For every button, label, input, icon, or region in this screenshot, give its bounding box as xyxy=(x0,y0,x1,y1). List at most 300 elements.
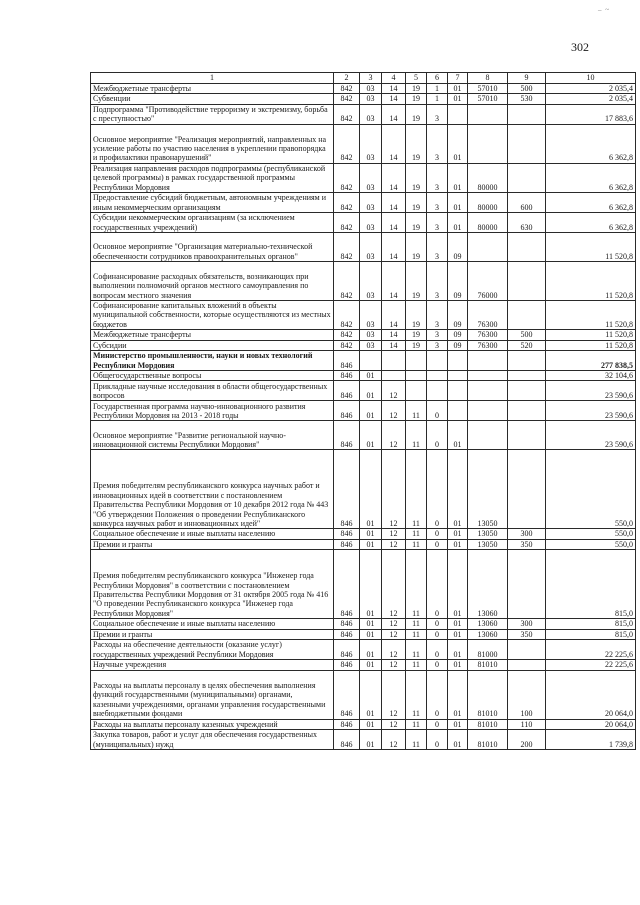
code-cell: 14 xyxy=(382,340,406,350)
code-cell: 846 xyxy=(334,381,360,401)
code-cell xyxy=(508,550,546,619)
table-row xyxy=(91,421,636,450)
column-header: 8 xyxy=(468,73,508,84)
code-cell: 200 xyxy=(508,729,546,749)
code-cell: 12 xyxy=(382,550,406,619)
code-cell: 01 xyxy=(360,629,382,639)
table-row xyxy=(91,670,636,719)
row-name-cell: Основное мероприятие "Организация материально-технической обеспеченности сотрудников правоохранительных органов" xyxy=(91,233,334,262)
code-cell xyxy=(448,381,468,401)
corner-mark: – ~ xyxy=(598,6,611,14)
row-name-cell: Министерство промышленности, науки и новых технологий Республики Мордовия xyxy=(91,351,334,371)
code-cell: 12 xyxy=(382,529,406,539)
code-cell: 846 xyxy=(334,640,360,660)
code-cell: 0 xyxy=(427,670,448,719)
code-cell: 01 xyxy=(360,381,382,401)
code-cell: 12 xyxy=(382,660,406,670)
code-cell: 842 xyxy=(334,262,360,301)
column-header: 7 xyxy=(448,73,468,84)
code-cell xyxy=(508,421,546,450)
table-row xyxy=(91,381,636,401)
table-row xyxy=(91,619,636,629)
table-row xyxy=(91,450,636,529)
code-cell: 0 xyxy=(427,539,448,549)
code-cell: 12 xyxy=(382,629,406,639)
code-cell xyxy=(427,381,448,401)
code-cell xyxy=(448,371,468,381)
code-cell: 01 xyxy=(360,670,382,719)
code-cell: 19 xyxy=(406,104,427,124)
code-cell xyxy=(382,371,406,381)
code-cell: 80000 xyxy=(468,193,508,213)
row-name-cell: Расходы на выплаты персоналу в целях обеспечения выполнения функций государственными (муниципальными) органами, казенными учреждениями, органами управления государственными внебюджетными фондами xyxy=(91,670,334,719)
code-cell: 14 xyxy=(382,84,406,94)
code-cell: 01 xyxy=(448,729,468,749)
code-cell: 3 xyxy=(427,340,448,350)
code-cell: 01 xyxy=(360,421,382,450)
table-row xyxy=(91,262,636,301)
code-cell: 81010 xyxy=(468,719,508,729)
code-cell xyxy=(508,660,546,670)
code-cell: 19 xyxy=(406,163,427,192)
column-header: 10 xyxy=(546,73,636,84)
code-cell: 19 xyxy=(406,262,427,301)
code-cell xyxy=(382,351,406,371)
code-cell xyxy=(468,421,508,450)
code-cell: 01 xyxy=(448,629,468,639)
code-cell: 0 xyxy=(427,450,448,529)
table-row xyxy=(91,660,636,670)
code-cell: 0 xyxy=(427,619,448,629)
code-cell xyxy=(427,371,448,381)
code-cell: 12 xyxy=(382,421,406,450)
code-cell: 846 xyxy=(334,539,360,549)
code-cell xyxy=(427,351,448,371)
code-cell xyxy=(468,381,508,401)
table-row xyxy=(91,351,636,371)
code-cell: 11 xyxy=(406,629,427,639)
code-cell: 01 xyxy=(448,213,468,233)
code-cell: 842 xyxy=(334,330,360,340)
code-cell: 80000 xyxy=(468,163,508,192)
code-cell xyxy=(468,124,508,163)
code-cell: 842 xyxy=(334,124,360,163)
code-cell: 350 xyxy=(508,629,546,639)
code-cell: 12 xyxy=(382,670,406,719)
code-cell: 19 xyxy=(406,193,427,213)
row-name-cell: Закупка товаров, работ и услуг для обеспечения государственных (муниципальных) нужд xyxy=(91,729,334,749)
code-cell: 842 xyxy=(334,213,360,233)
code-cell: 01 xyxy=(448,529,468,539)
code-cell: 09 xyxy=(448,262,468,301)
code-cell: 14 xyxy=(382,104,406,124)
code-cell xyxy=(508,233,546,262)
page-number: 302 xyxy=(571,40,589,54)
code-cell: 3 xyxy=(427,301,448,330)
code-cell: 3 xyxy=(427,104,448,124)
code-cell xyxy=(448,351,468,371)
code-cell: 3 xyxy=(427,330,448,340)
budget-table xyxy=(90,72,636,750)
code-cell: 19 xyxy=(406,213,427,233)
code-cell: 0 xyxy=(427,401,448,421)
code-cell: 03 xyxy=(360,340,382,350)
row-name-cell: Премии и гранты xyxy=(91,539,334,549)
code-cell: 110 xyxy=(508,719,546,729)
code-cell: 03 xyxy=(360,213,382,233)
amount-cell: 23 590,6 xyxy=(546,421,636,450)
code-cell: 09 xyxy=(448,233,468,262)
code-cell: 0 xyxy=(427,529,448,539)
code-cell: 846 xyxy=(334,401,360,421)
row-name-cell: Премия победителям республиканского конкурса научных работ и инновационных идей в соответствии с постановлением Правительства Республики Мордовия от 10 декабря 2012 года № 443 "Об утверждении Положения о проведении Республиканского конкурса научных работ и инновационных идей" xyxy=(91,450,334,529)
code-cell: 3 xyxy=(427,213,448,233)
table-row xyxy=(91,640,636,660)
code-cell: 842 xyxy=(334,301,360,330)
code-cell xyxy=(508,262,546,301)
code-cell: 11 xyxy=(406,719,427,729)
code-cell: 12 xyxy=(382,619,406,629)
code-cell: 14 xyxy=(382,233,406,262)
row-name-cell: Премия победителям республиканского конкурса "Инженер года Республики Мордовия" в соответствии с постановлением Правительства Республики Мордовия от 31 октября 2005 года № 416 "О проведении Республиканского конкурса "Инженер года Республики Мордовия" xyxy=(91,550,334,619)
code-cell xyxy=(508,163,546,192)
code-cell: 19 xyxy=(406,301,427,330)
code-cell: 846 xyxy=(334,371,360,381)
code-cell: 12 xyxy=(382,719,406,729)
code-cell xyxy=(508,450,546,529)
code-cell: 81000 xyxy=(468,640,508,660)
code-cell: 300 xyxy=(508,619,546,629)
code-cell: 09 xyxy=(448,340,468,350)
row-name-cell: Реализация направления расходов подпрограммы (республиканской целевой программы) в рамках государственной программы Республики Мордовия xyxy=(91,163,334,192)
code-cell: 11 xyxy=(406,670,427,719)
row-name-cell: Социальное обеспечение и иные выплаты населению xyxy=(91,529,334,539)
column-header: 4 xyxy=(382,73,406,84)
table-row xyxy=(91,84,636,94)
code-cell: 11 xyxy=(406,421,427,450)
code-cell: 846 xyxy=(334,670,360,719)
code-cell: 19 xyxy=(406,124,427,163)
row-name-cell: Межбюджетные трансферты xyxy=(91,84,334,94)
code-cell: 0 xyxy=(427,550,448,619)
code-cell: 12 xyxy=(382,539,406,549)
code-cell: 530 xyxy=(508,94,546,104)
code-cell: 01 xyxy=(360,401,382,421)
code-cell: 01 xyxy=(360,539,382,549)
code-cell: 01 xyxy=(360,529,382,539)
table-row xyxy=(91,629,636,639)
table-row xyxy=(91,104,636,124)
row-name-cell: Премии и гранты xyxy=(91,629,334,639)
code-cell: 500 xyxy=(508,330,546,340)
code-cell xyxy=(468,371,508,381)
code-cell xyxy=(508,381,546,401)
amount-cell: 1 739,8 xyxy=(546,729,636,749)
code-cell: 01 xyxy=(448,640,468,660)
code-cell: 12 xyxy=(382,729,406,749)
column-header: 6 xyxy=(427,73,448,84)
table-row xyxy=(91,213,636,233)
amount-cell: 550,0 xyxy=(546,450,636,529)
amount-cell: 22 225,6 xyxy=(546,660,636,670)
code-cell: 81010 xyxy=(468,670,508,719)
table-row xyxy=(91,94,636,104)
table-row xyxy=(91,719,636,729)
code-cell: 1 xyxy=(427,84,448,94)
amount-cell: 6 362,8 xyxy=(546,193,636,213)
amount-cell: 17 883,6 xyxy=(546,104,636,124)
table-row xyxy=(91,193,636,213)
code-cell xyxy=(508,104,546,124)
code-cell: 842 xyxy=(334,84,360,94)
code-cell: 01 xyxy=(448,94,468,104)
code-cell: 01 xyxy=(448,163,468,192)
code-cell: 500 xyxy=(508,84,546,94)
code-cell: 350 xyxy=(508,539,546,549)
code-cell: 57010 xyxy=(468,84,508,94)
code-cell xyxy=(448,401,468,421)
table-row xyxy=(91,330,636,340)
code-cell: 03 xyxy=(360,233,382,262)
code-cell: 11 xyxy=(406,660,427,670)
code-cell xyxy=(508,351,546,371)
code-cell: 11 xyxy=(406,619,427,629)
code-cell: 0 xyxy=(427,640,448,660)
code-cell: 842 xyxy=(334,104,360,124)
code-cell: 01 xyxy=(448,539,468,549)
code-cell: 842 xyxy=(334,340,360,350)
code-cell: 12 xyxy=(382,401,406,421)
table-row xyxy=(91,233,636,262)
code-cell: 11 xyxy=(406,529,427,539)
table-row xyxy=(91,124,636,163)
code-cell: 01 xyxy=(360,550,382,619)
code-cell xyxy=(508,124,546,163)
code-cell: 846 xyxy=(334,629,360,639)
code-cell: 14 xyxy=(382,193,406,213)
code-cell: 03 xyxy=(360,193,382,213)
amount-cell: 6 362,8 xyxy=(546,163,636,192)
code-cell xyxy=(406,351,427,371)
code-cell: 01 xyxy=(360,450,382,529)
amount-cell: 11 520,8 xyxy=(546,340,636,350)
row-name-cell: Межбюджетные трансферты xyxy=(91,330,334,340)
table-row xyxy=(91,163,636,192)
code-cell: 03 xyxy=(360,330,382,340)
code-cell: 842 xyxy=(334,94,360,104)
code-cell: 01 xyxy=(448,193,468,213)
table-row xyxy=(91,371,636,381)
table-body xyxy=(91,84,636,750)
code-cell: 03 xyxy=(360,84,382,94)
code-cell: 76300 xyxy=(468,301,508,330)
code-cell: 76300 xyxy=(468,330,508,340)
code-cell: 842 xyxy=(334,233,360,262)
code-cell: 01 xyxy=(360,729,382,749)
amount-cell: 815,0 xyxy=(546,619,636,629)
code-cell: 0 xyxy=(427,660,448,670)
amount-cell: 22 225,6 xyxy=(546,640,636,660)
code-cell: 13050 xyxy=(468,539,508,549)
code-cell: 0 xyxy=(427,719,448,729)
amount-cell: 23 590,6 xyxy=(546,401,636,421)
code-cell: 11 xyxy=(406,729,427,749)
code-cell: 13060 xyxy=(468,550,508,619)
code-cell xyxy=(468,233,508,262)
amount-cell: 2 035,4 xyxy=(546,84,636,94)
code-cell: 81010 xyxy=(468,660,508,670)
code-cell: 14 xyxy=(382,94,406,104)
code-cell: 01 xyxy=(448,84,468,94)
code-cell: 13060 xyxy=(468,629,508,639)
column-header: 2 xyxy=(334,73,360,84)
table-row xyxy=(91,529,636,539)
amount-cell: 20 064,0 xyxy=(546,670,636,719)
code-cell: 14 xyxy=(382,330,406,340)
code-cell: 846 xyxy=(334,660,360,670)
row-name-cell: Софинансирование капитальных вложений в объекты муниципальной собственности, которые осуществляются из местных бюджетов xyxy=(91,301,334,330)
column-header: 5 xyxy=(406,73,427,84)
code-cell: 11 xyxy=(406,640,427,660)
code-cell: 76300 xyxy=(468,340,508,350)
code-cell: 01 xyxy=(360,619,382,629)
column-header: 9 xyxy=(508,73,546,84)
code-cell: 14 xyxy=(382,301,406,330)
row-name-cell: Социальное обеспечение и иные выплаты населению xyxy=(91,619,334,629)
code-cell: 3 xyxy=(427,233,448,262)
code-cell: 846 xyxy=(334,729,360,749)
code-cell: 0 xyxy=(427,629,448,639)
row-name-cell: Субсидии некоммерческим организациям (за исключением государственных учреждений) xyxy=(91,213,334,233)
code-cell xyxy=(406,371,427,381)
row-name-cell: Основное мероприятие "Реализация мероприятий, направленных на усиление работы по участию населения в укреплении правопорядка и профилактики правонарушений" xyxy=(91,124,334,163)
code-cell: 3 xyxy=(427,262,448,301)
column-header: 1 xyxy=(91,73,334,84)
code-cell: 14 xyxy=(382,213,406,233)
row-name-cell: Научные учреждения xyxy=(91,660,334,670)
code-cell: 19 xyxy=(406,84,427,94)
amount-cell: 6 362,8 xyxy=(546,124,636,163)
code-cell xyxy=(508,640,546,660)
amount-cell: 550,0 xyxy=(546,539,636,549)
code-cell: 630 xyxy=(508,213,546,233)
code-cell xyxy=(468,104,508,124)
table-row xyxy=(91,539,636,549)
code-cell: 19 xyxy=(406,233,427,262)
row-name-cell: Предоставление субсидий бюджетным, автономным учреждениям и иным некоммерческим организациям xyxy=(91,193,334,213)
code-cell: 81010 xyxy=(468,729,508,749)
row-name-cell: Расходы на обеспечение деятельности (оказание услуг) государственных учреждений Республики Мордовия xyxy=(91,640,334,660)
amount-cell: 20 064,0 xyxy=(546,719,636,729)
row-name-cell: Расходы на выплаты персоналу казенных учреждений xyxy=(91,719,334,729)
code-cell: 01 xyxy=(360,371,382,381)
row-name-cell: Государственная программа научно-инновационного развития Республики Мордовия на 2013 - 2018 годы xyxy=(91,401,334,421)
code-cell: 3 xyxy=(427,124,448,163)
code-cell: 846 xyxy=(334,719,360,729)
code-cell: 842 xyxy=(334,163,360,192)
code-cell: 600 xyxy=(508,193,546,213)
code-cell: 11 xyxy=(406,550,427,619)
amount-cell: 277 838,5 xyxy=(546,351,636,371)
code-cell: 846 xyxy=(334,550,360,619)
code-cell: 0 xyxy=(427,729,448,749)
code-cell: 19 xyxy=(406,330,427,340)
row-name-cell: Прикладные научные исследования в области общегосударственных вопросов xyxy=(91,381,334,401)
amount-cell: 550,0 xyxy=(546,529,636,539)
table-row xyxy=(91,301,636,330)
code-cell: 13060 xyxy=(468,619,508,629)
amount-cell: 6 362,8 xyxy=(546,213,636,233)
code-cell: 09 xyxy=(448,330,468,340)
code-cell: 03 xyxy=(360,262,382,301)
row-name-cell: Основное мероприятие "Развитие региональной научно-инновационной системы Республики Мордовия" xyxy=(91,421,334,450)
code-cell xyxy=(508,371,546,381)
code-cell: 01 xyxy=(360,640,382,660)
code-cell xyxy=(508,301,546,330)
table-row xyxy=(91,550,636,619)
code-cell: 01 xyxy=(448,124,468,163)
code-cell: 1 xyxy=(427,94,448,104)
code-cell: 3 xyxy=(427,163,448,192)
code-cell: 14 xyxy=(382,124,406,163)
code-cell: 846 xyxy=(334,450,360,529)
code-cell: 520 xyxy=(508,340,546,350)
code-cell: 11 xyxy=(406,401,427,421)
code-cell: 01 xyxy=(448,450,468,529)
amount-cell: 11 520,8 xyxy=(546,301,636,330)
code-cell: 846 xyxy=(334,619,360,629)
code-cell: 11 xyxy=(406,450,427,529)
code-cell: 01 xyxy=(448,670,468,719)
code-cell: 19 xyxy=(406,94,427,104)
code-cell: 3 xyxy=(427,193,448,213)
code-cell: 100 xyxy=(508,670,546,719)
code-cell: 12 xyxy=(382,381,406,401)
code-cell: 11 xyxy=(406,539,427,549)
code-cell: 01 xyxy=(360,660,382,670)
code-cell: 0 xyxy=(427,421,448,450)
code-cell: 846 xyxy=(334,421,360,450)
code-cell: 01 xyxy=(448,719,468,729)
code-cell: 03 xyxy=(360,104,382,124)
code-cell: 14 xyxy=(382,163,406,192)
code-cell xyxy=(508,401,546,421)
code-cell: 842 xyxy=(334,193,360,213)
amount-cell: 815,0 xyxy=(546,629,636,639)
code-cell: 01 xyxy=(448,619,468,629)
code-cell xyxy=(468,401,508,421)
amount-cell: 11 520,8 xyxy=(546,233,636,262)
code-cell: 01 xyxy=(448,421,468,450)
row-name-cell: Софинансирование расходных обязательств, возникающих при выполнении полномочий органов местного самоуправления по вопросам местного значения xyxy=(91,262,334,301)
amount-cell: 815,0 xyxy=(546,550,636,619)
code-cell: 846 xyxy=(334,529,360,539)
code-cell: 12 xyxy=(382,450,406,529)
code-cell xyxy=(406,381,427,401)
table-row xyxy=(91,340,636,350)
column-header: 3 xyxy=(360,73,382,84)
code-cell xyxy=(448,104,468,124)
code-cell: 13050 xyxy=(468,529,508,539)
code-cell: 03 xyxy=(360,301,382,330)
amount-cell: 11 520,8 xyxy=(546,330,636,340)
code-cell: 01 xyxy=(360,719,382,729)
table-row xyxy=(91,729,636,749)
code-cell: 01 xyxy=(448,550,468,619)
amount-cell: 2 035,4 xyxy=(546,94,636,104)
row-name-cell: Общегосударственные вопросы xyxy=(91,371,334,381)
code-cell: 80000 xyxy=(468,213,508,233)
